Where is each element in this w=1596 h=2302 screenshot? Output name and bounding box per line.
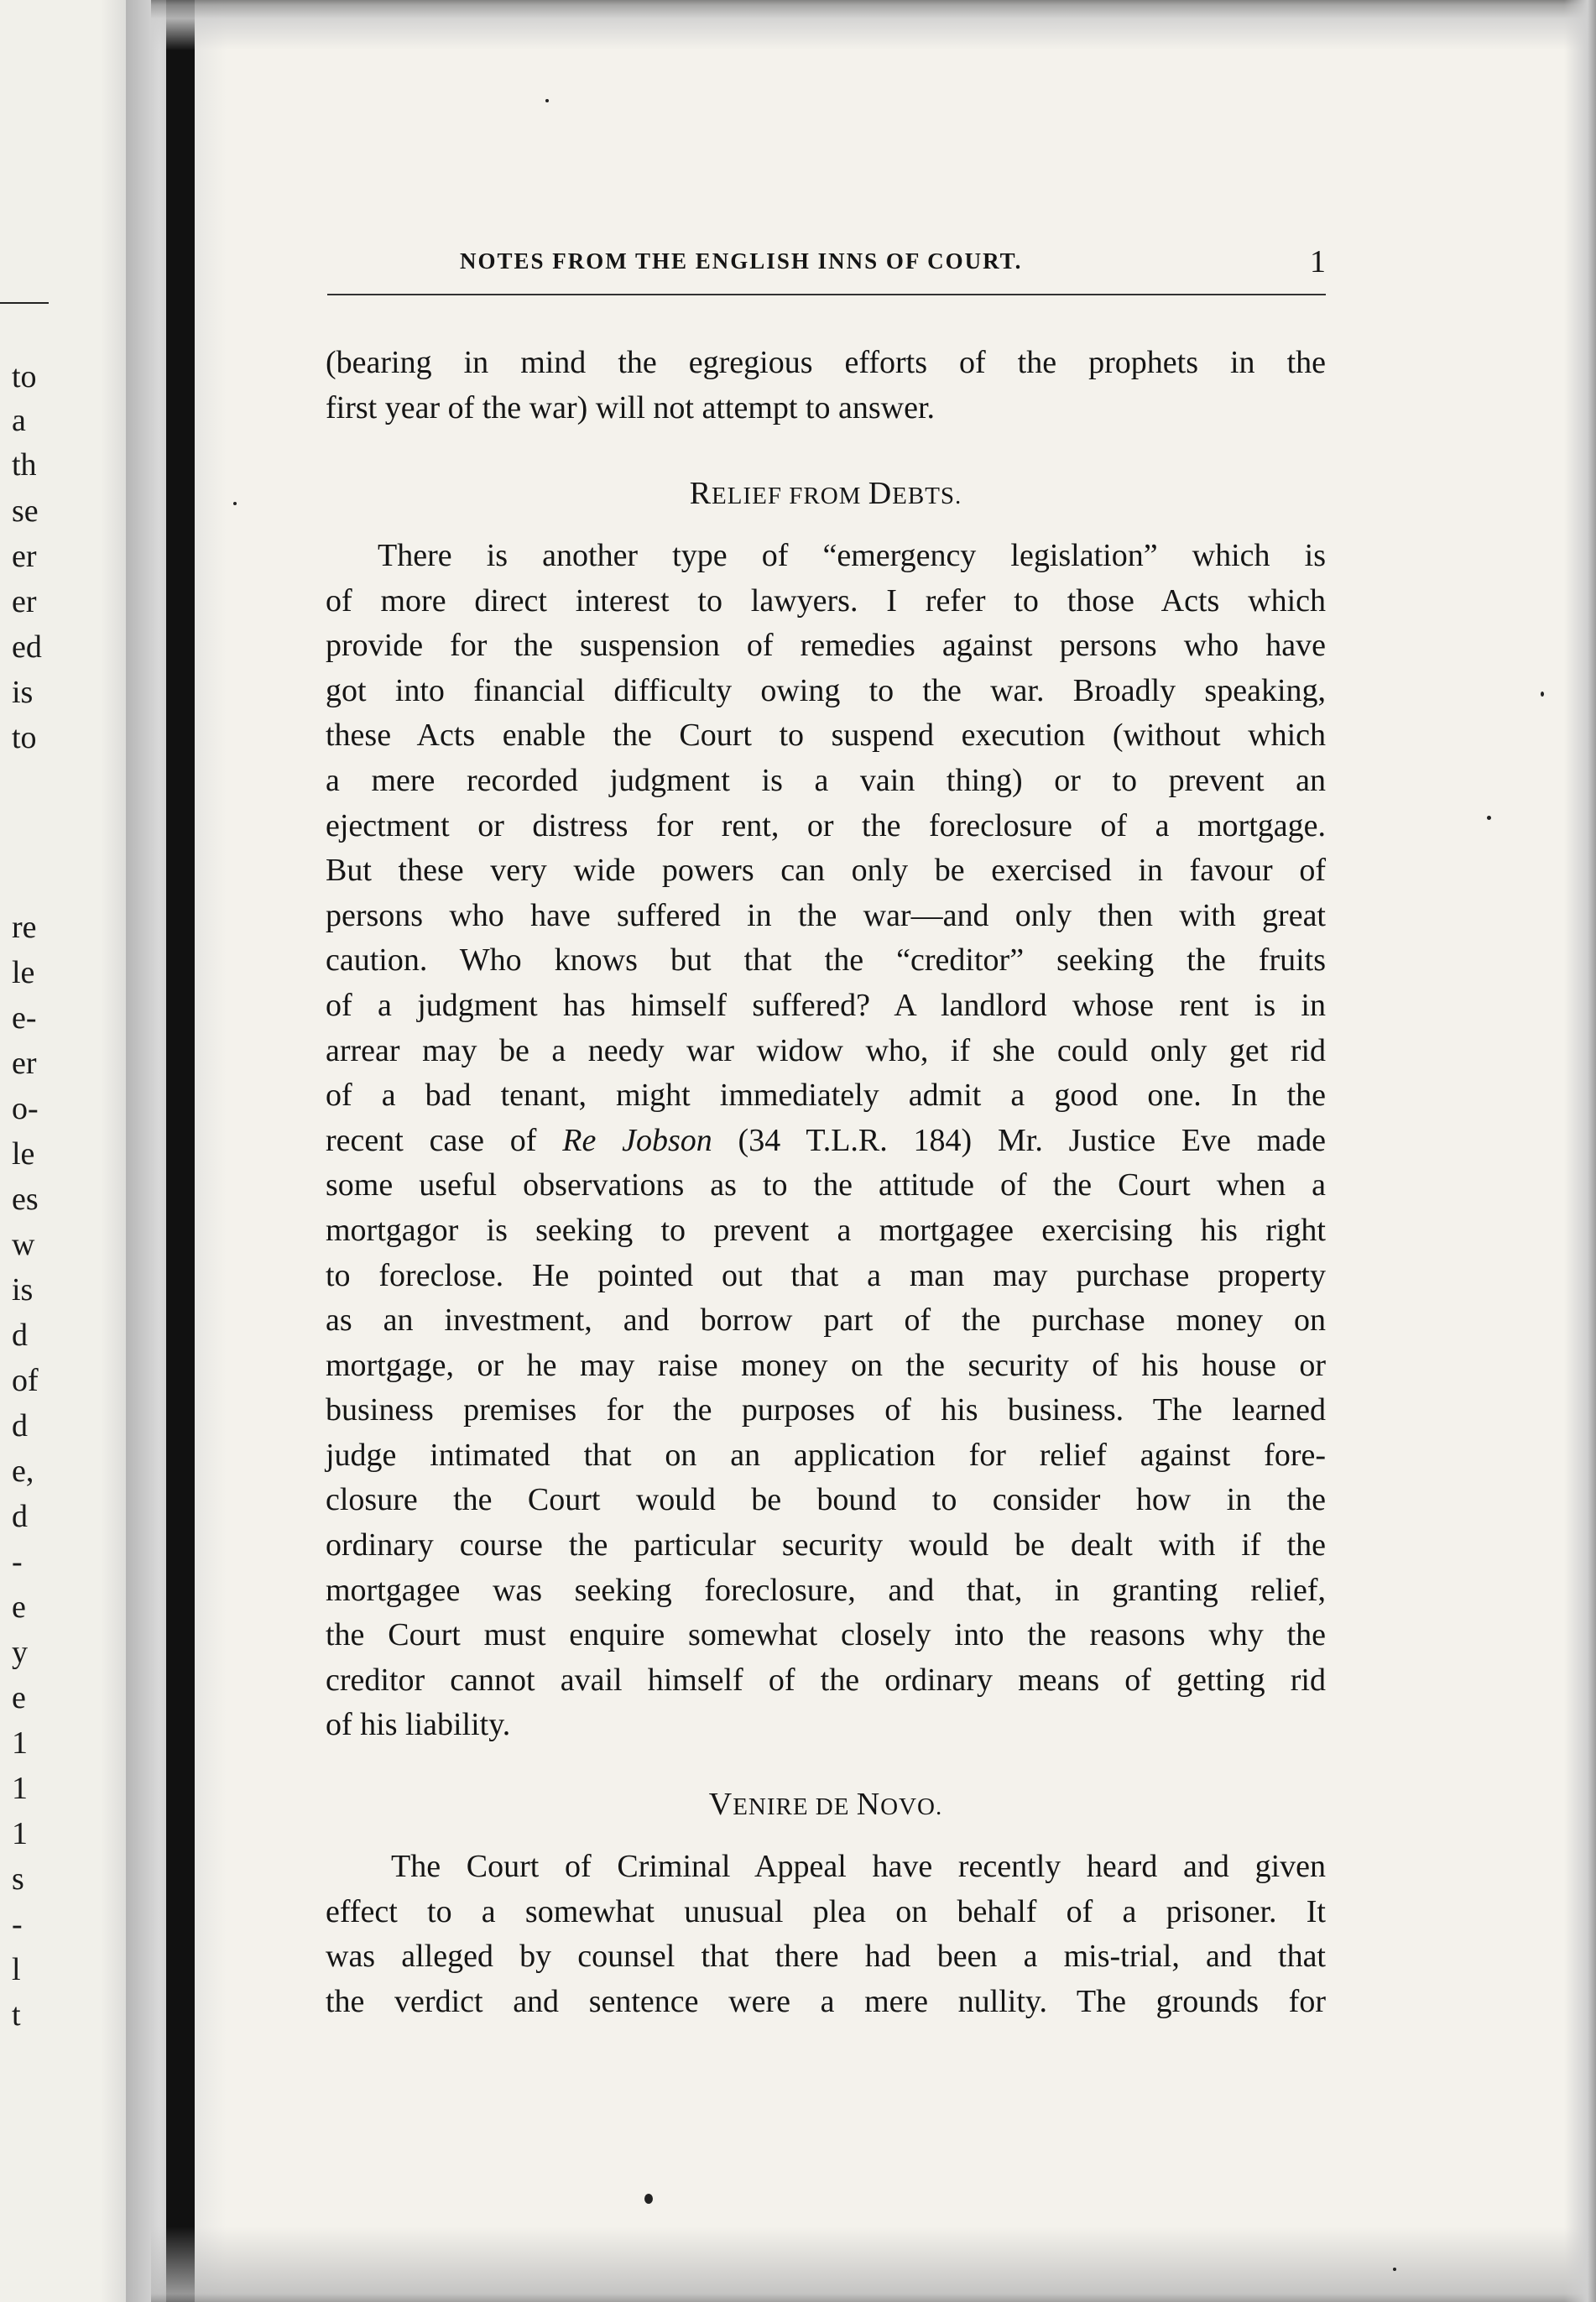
facing-page-fragment: er xyxy=(12,584,37,619)
facing-page-fragment: 1 xyxy=(12,1771,28,1806)
facing-page-fragment: le xyxy=(12,955,35,990)
heading-initial: D xyxy=(868,476,893,511)
text-line: of more direct interest to lawyers. I refer to those Acts which xyxy=(326,582,1326,619)
text-line: judge intimated that on an application for relief against fore- xyxy=(326,1437,1326,1473)
facing-page-fragment: 1 xyxy=(12,1816,28,1851)
text-line: was alleged by counsel that there had been a mis-trial, and that xyxy=(326,1939,1326,1975)
scan-speck xyxy=(1393,2268,1396,2271)
facing-page-fragment: er xyxy=(12,539,37,574)
text-line: of his liability. xyxy=(326,1707,511,1743)
text-line: closure the Court would be bound to consider how in the xyxy=(326,1482,1326,1518)
facing-page-fragment: - xyxy=(12,1544,23,1579)
facing-page-fragment: s xyxy=(12,1861,24,1897)
text-line: as an investment, and borrow part of the purchase money on xyxy=(326,1302,1326,1339)
text-line: effect to a somewhat unusual plea on behalf of a prisoner. It xyxy=(326,1893,1326,1929)
facing-page-fragment: e xyxy=(12,1589,26,1625)
section-heading-relief-from-debts xyxy=(326,475,1326,512)
scan-speck xyxy=(545,99,549,102)
facing-page-fragment: e, xyxy=(12,1454,34,1489)
header-rule xyxy=(327,294,1326,295)
facing-page-fragment: e- xyxy=(12,1000,37,1036)
text-line: the Court must enquire somewhat closely into the reasons why the xyxy=(326,1617,1326,1653)
text-line: to foreclose. He pointed out that a man may purchase property xyxy=(326,1257,1326,1293)
text-line: the verdict and sentence were a mere nullity. The grounds for xyxy=(326,1983,1326,2019)
heading-initial: N xyxy=(856,1787,881,1822)
text-line: persons who have suffered in the war—and only then with great xyxy=(326,897,1326,933)
heading-smallcaps: ELIEF FROM xyxy=(712,483,868,509)
facing-page-fragment: of xyxy=(12,1363,39,1398)
facing-page-fragment: d xyxy=(12,1318,28,1353)
text-line: of a judgment has himself suffered? A landlord whose rent is in xyxy=(326,987,1326,1023)
text-line: business premises for the purposes of his business. The learned xyxy=(326,1392,1326,1428)
facing-page-fragment: e xyxy=(12,1680,26,1715)
section-paragraph-venire xyxy=(326,1845,1326,2024)
case-line-after: (34 T.L.R. 184) Mr. Justice Eve made xyxy=(712,1122,1327,1158)
running-head xyxy=(327,244,1326,290)
text-line: mortgagee was seeking foreclosure, and that, in granting relief, xyxy=(326,1572,1326,1608)
case-name: Re Jobson xyxy=(562,1122,712,1158)
scan-speck xyxy=(233,502,237,505)
facing-page-fragment: se xyxy=(12,493,39,529)
scan-right-edge xyxy=(1564,0,1596,2302)
scan-speck xyxy=(1541,692,1544,697)
facing-page-fragment: d xyxy=(12,1499,28,1534)
facing-page-fragment: to xyxy=(12,359,37,394)
facing-page-fragment: er xyxy=(12,1046,37,1081)
section-paragraph-relief xyxy=(326,534,1326,1748)
facing-page-fragment: 1 xyxy=(12,1725,28,1761)
text-line: caution. Who knows but that the “creditor” seeking the fruits xyxy=(326,942,1326,979)
heading-initial: V xyxy=(708,1787,733,1822)
text-line: ejectment or distress for rent, or the foreclosure of a mortgage. xyxy=(326,807,1326,843)
section-heading-venire-de-novo xyxy=(326,1786,1326,1823)
facing-page-fragment: es xyxy=(12,1182,39,1217)
text-line: first year of the war) will not attempt to answer. xyxy=(326,389,936,425)
binding-gutter xyxy=(166,0,195,2302)
text-line: creditor cannot avail himself of the ordinary means of getting rid xyxy=(326,1662,1326,1698)
scan-top-edge xyxy=(151,0,1596,50)
facing-page-fragment: l xyxy=(12,1952,21,1987)
scan-speck xyxy=(1487,816,1491,820)
facing-page-fragment: is xyxy=(12,675,34,710)
facing-page-fragment: th xyxy=(12,447,37,483)
scan-bottom-edge xyxy=(151,2226,1596,2302)
facing-page-rule xyxy=(0,302,49,304)
text-line: (bearing in mind the egregious efforts of the prophets in the xyxy=(326,345,1326,380)
facing-page-fragment: a xyxy=(12,403,26,438)
facing-page-fragment: re xyxy=(12,910,37,945)
text-line: a mere recorded judgment is a vain thing) or to prevent an xyxy=(326,762,1326,798)
heading-smallcaps: ENIRE DE xyxy=(733,1793,857,1820)
facing-page-fragment: o- xyxy=(12,1091,39,1126)
running-title: NOTES FROM THE ENGLISH INNS OF COURT. xyxy=(460,248,1023,274)
facing-page-fragment: y xyxy=(12,1635,28,1670)
text-line: There is another type of “emergency legislation” which is xyxy=(378,538,1326,573)
facing-page-fragment: is xyxy=(12,1272,34,1308)
text-line: The Court of Criminal Appeal have recently heard and given xyxy=(391,1849,1326,1884)
page-number: 1 xyxy=(1310,244,1326,279)
text-line: arrear may be a needy war widow who, if she could only get rid xyxy=(326,1032,1326,1068)
text-line: mortgagor is seeking to prevent a mortgagee exercising his right xyxy=(326,1212,1326,1248)
facing-page-fragment: - xyxy=(12,1907,23,1942)
facing-page-fragment: d xyxy=(12,1408,28,1443)
case-line-before: recent case of xyxy=(326,1122,563,1158)
facing-page-fragment: t xyxy=(12,1997,21,2033)
text-line: got into financial difficulty owing to the war. Broadly speaking, xyxy=(326,672,1326,708)
facing-page-fragment: ed xyxy=(12,629,42,665)
text-line: of a bad tenant, might immediately admit a good one. In the xyxy=(326,1078,1326,1114)
text-line-case-citation xyxy=(326,1119,1326,1164)
heading-initial: R xyxy=(689,476,712,511)
scan-speck xyxy=(644,2194,653,2204)
text-line: But these very wide powers can only be exercised in favour of xyxy=(326,853,1326,889)
facing-page-fragment: le xyxy=(12,1136,35,1172)
intro-paragraph xyxy=(326,341,1326,431)
text-line: ordinary course the particular security would be dealt with if the xyxy=(326,1527,1326,1563)
facing-page-fragment: w xyxy=(12,1227,35,1262)
facing-page-fragment: to xyxy=(12,720,37,755)
text-line: some useful observations as to the attitude of the Court when a xyxy=(326,1167,1326,1203)
text-line: mortgage, or he may raise money on the security of his house or xyxy=(326,1347,1326,1383)
heading-smallcaps: OVO. xyxy=(880,1793,943,1820)
heading-smallcaps: EBTS. xyxy=(892,483,962,509)
text-line: these Acts enable the Court to suspend execution (without which xyxy=(326,718,1326,754)
text-line: provide for the suspension of remedies against persons who have xyxy=(326,628,1326,664)
